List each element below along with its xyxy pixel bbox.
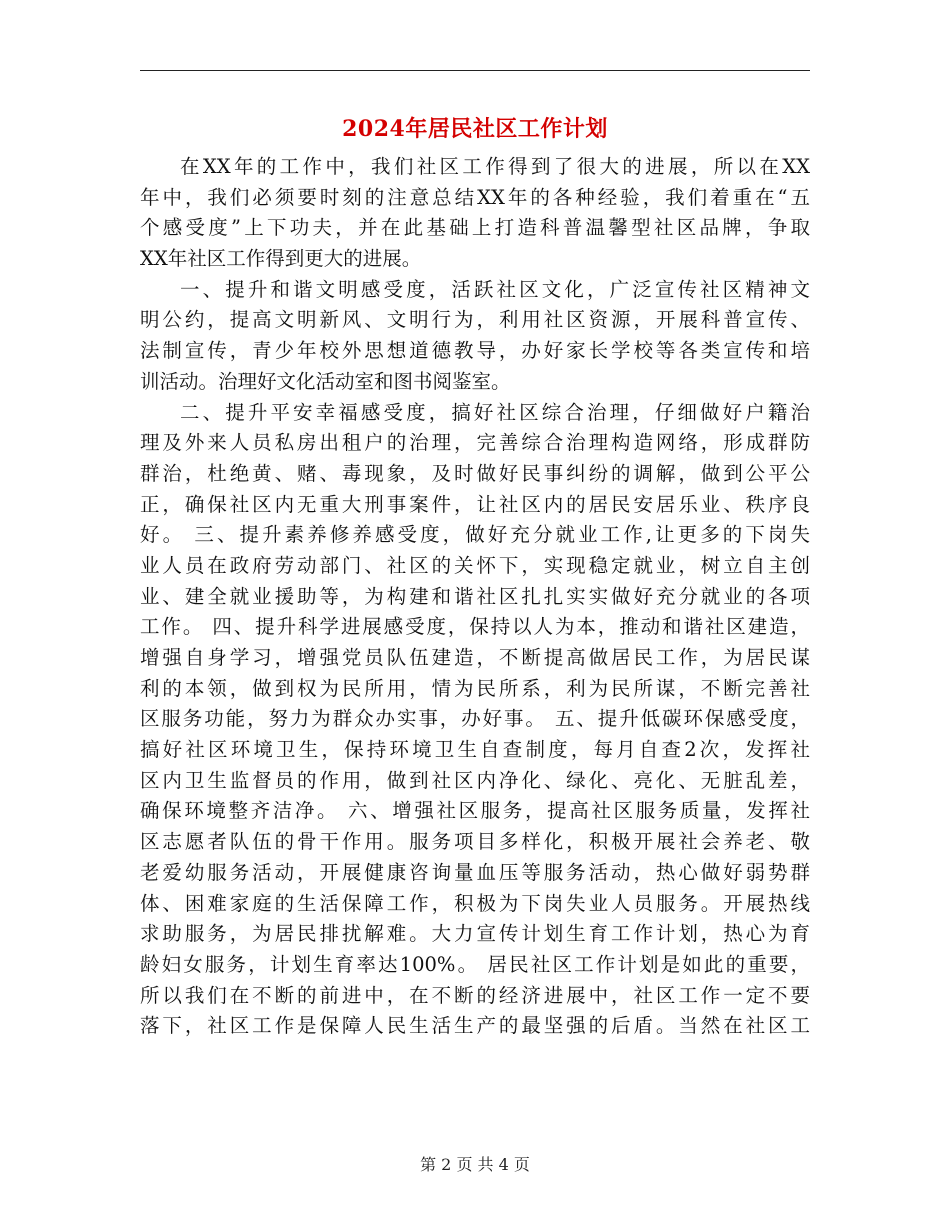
body-text-line: 年中，我们必须要时刻的注意总结XX年的各种经验，我们着重在“五 [140, 185, 810, 209]
body-text-line: 训活动。治理好文化活动室和图书阅鉴室。 [140, 369, 511, 393]
body-text-line: 正，确保社区内无重大刑事案件，让社区内的居民安居乐业、秩序良 [140, 492, 810, 516]
body-text-line: 求助服务，为居民排扰解难。大力宣传计划生育工作计划，热心为育 [140, 922, 810, 946]
body-text-line: 好。 三、提升素养修养感受度，做好充分就业工作,让更多的下岗失 [140, 523, 810, 547]
body-text-line: 一、提升和谐文明感受度，活跃社区文化，广泛宣传社区精神文 [180, 277, 810, 301]
body-text-line: 区内卫生监督员的作用，做到社区内净化、绿化、亮化、无脏乱差， [140, 768, 810, 792]
body-text-line: 老爱幼服务活动，开展健康咨询量血压等服务活动，热心做好弱势群 [140, 860, 810, 884]
body-text-line: 龄妇女服务，计划生育率达100%。 居民社区工作计划是如此的重要， [140, 952, 810, 976]
body-text-line: XX年社区工作得到更大的进展。 [140, 247, 422, 271]
body-text-line: 群治，杜绝黄、赌、毒现象，及时做好民事纠纷的调解，做到公平公 [140, 461, 810, 485]
body-text-line: 所以我们在不断的前进中，在不断的经济进展中，社区工作一定不要 [140, 983, 810, 1007]
body-text-line: 利的本领，做到权为民所用，情为民所系，利为民所谋，不断完善社 [140, 676, 810, 700]
body-text-line: 二、提升平安幸福感受度，搞好社区综合治理，仔细做好户籍治 [180, 400, 810, 424]
body-text-line: 增强自身学习，增强党员队伍建造，不断提高做居民工作，为居民谋 [140, 646, 810, 669]
body-text-line: 落下，社区工作是保障人民生活生产的最坚强的后盾。当然在社区工 [140, 1014, 810, 1038]
body-text-line: 工作。 四、提升科学进展感受度，保持以人为本，推动和谐社区建造， [140, 615, 810, 639]
document-body [140, 152, 810, 1042]
body-text-line: 个感受度”上下功夫，并在此基础上打造科普温馨型社区品牌，争取 [140, 216, 810, 240]
header-rule [140, 70, 810, 71]
document-title: 2024年居民社区工作计划 [342, 116, 608, 142]
body-text-line: 区服务功能，努力为群众办实事，办好事。 五、提升低碳环保感受度， [140, 707, 810, 731]
body-text-line: 区志愿者队伍的骨干作用。服务项目多样化，积极开展社会养老、敬 [140, 830, 810, 854]
body-text-line: 业、建全就业援助等，为构建和谐社区扎扎实实做好充分就业的各项 [140, 584, 810, 608]
body-text-line: 搞好社区环境卫生，保持环境卫生自查制度，每月自查2次，发挥社 [140, 738, 810, 762]
body-text-line: 业人员在政府劳动部门、社区的关怀下，实现稳定就业，树立自主创 [140, 553, 810, 577]
body-text-line: 理及外来人员私房出租户的治理，完善综合治理构造网络，形成群防 [140, 431, 810, 455]
body-text-line: 法制宣传，青少年校外思想道德教导，办好家长学校等各类宣传和培 [140, 339, 810, 363]
page-number-footer: 第 2 页 共 4 页 [420, 1155, 530, 1174]
body-text-line: 在XX年的工作中，我们社区工作得到了很大的进展，所以在XX [180, 155, 810, 178]
body-text-line: 确保环境整齐洁净。 六、增强社区服务，提高社区服务质量，发挥社 [140, 799, 810, 823]
body-text-line: 体、困难家庭的生活保障工作，积极为下岗失业人员服务。开展热线 [140, 891, 810, 915]
body-text-line: 明公约，提高文明新风、文明行为，利用社区资源，开展科普宣传、 [140, 308, 810, 332]
